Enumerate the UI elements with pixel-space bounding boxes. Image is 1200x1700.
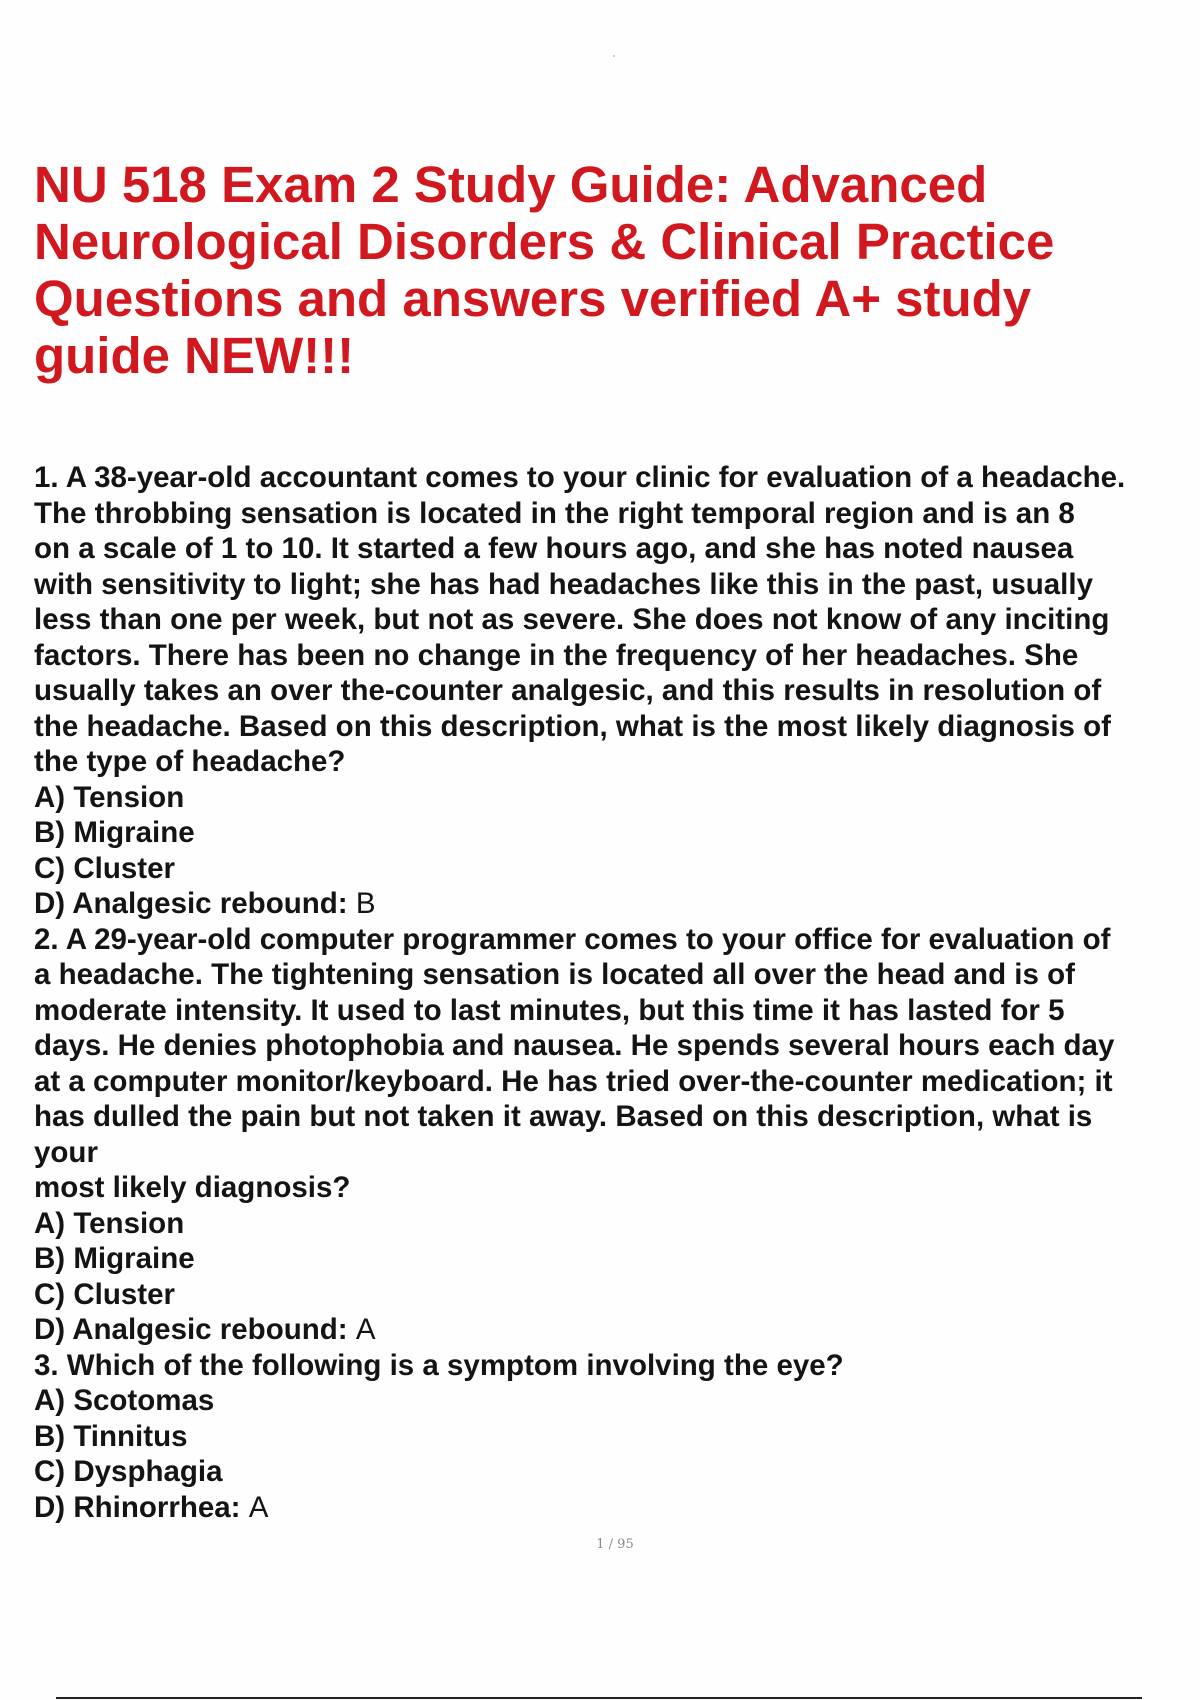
question-1-line: 1. A 38-year-old accountant comes to your clinic for evaluation of a headache. (34, 461, 1126, 494)
question-2-line: days. He denies photophobia and nausea. He spends several hours each day (34, 1029, 1115, 1062)
question-1-line: usually takes an over the-counter analgesic, and this results in resolution of (34, 674, 1102, 707)
question-1-line: the headache. Based on this description, what is the most likely diagnosis of (34, 709, 1111, 743)
question-2-line: has dulled the pain but not taken it away. Based on this description, what is (34, 1100, 1093, 1133)
question-1-option: C) Cluster (34, 851, 175, 885)
question-3-option-d (34, 1490, 1200, 1526)
question-1-line: on a scale of 1 to 10. It started a few hours ago, and she has noted nausea (34, 532, 1074, 565)
question-3-option: A) Scotomas (34, 1384, 215, 1417)
question-2-option: A) Tension (34, 1206, 185, 1240)
question-1-option-d (34, 886, 1200, 922)
question-2-option: B) Migraine (34, 1242, 195, 1275)
title-line: Questions and answers verified A+ study (34, 270, 1032, 327)
option-text: D) Analgesic rebound: (34, 1313, 348, 1346)
questions-body (34, 460, 1200, 1525)
question-1-line: The throbbing sensation is located in the right temporal region and is an 8 (34, 496, 1075, 530)
question-3-option: B) Tinnitus (34, 1419, 188, 1453)
question-3-line: 3. Which of the following is a symptom involving the eye? (34, 1348, 844, 1382)
question-2-line: 2. A 29-year-old computer programmer comes to your office for evaluation of (34, 922, 1111, 956)
question-2-line: your (34, 1135, 98, 1169)
title-line: NU 518 Exam 2 Study Guide: Advanced (34, 156, 988, 213)
title-line: Neurological Disorders & Clinical Practice (34, 213, 1055, 270)
document-title (34, 156, 1154, 384)
question-2-option: C) Cluster (34, 1277, 175, 1311)
answer-key: B (355, 887, 376, 920)
question-1-option: A) Tension (34, 780, 185, 814)
bottom-divider (56, 1697, 1142, 1699)
option-text: D) Rhinorrhea: (34, 1490, 241, 1524)
question-1-option: B) Migraine (34, 816, 195, 849)
question-3-option: C) Dysphagia (34, 1455, 223, 1488)
question-1-line: the type of headache? (34, 745, 346, 778)
question-2-line: a headache. The tightening sensation is located all over the head and is of (34, 958, 1075, 991)
title-line: guide NEW!!! (34, 327, 355, 384)
answer-key: A (355, 1313, 376, 1346)
scan-speck (613, 55, 615, 57)
page-number: 1 / 95 (596, 1537, 634, 1552)
question-2-line: at a computer monitor/keyboard. He has tried over-the-counter medication; it (34, 1064, 1113, 1098)
question-2-line: most likely diagnosis? (34, 1171, 351, 1204)
question-2-option-d (34, 1312, 1200, 1348)
answer-key: A (248, 1490, 269, 1524)
question-1-line: less than one per week, but not as severe. She does not know of any inciting (34, 603, 1110, 636)
question-1-line: factors. There has been no change in the frequency of her headaches. She (34, 638, 1079, 672)
question-1-line: with sensitivity to light; she has had headaches like this in the past, usually (34, 567, 1093, 601)
option-text: D) Analgesic rebound: (34, 887, 348, 920)
question-2-line: moderate intensity. It used to last minutes, but this time it has lasted for 5 (34, 993, 1065, 1027)
